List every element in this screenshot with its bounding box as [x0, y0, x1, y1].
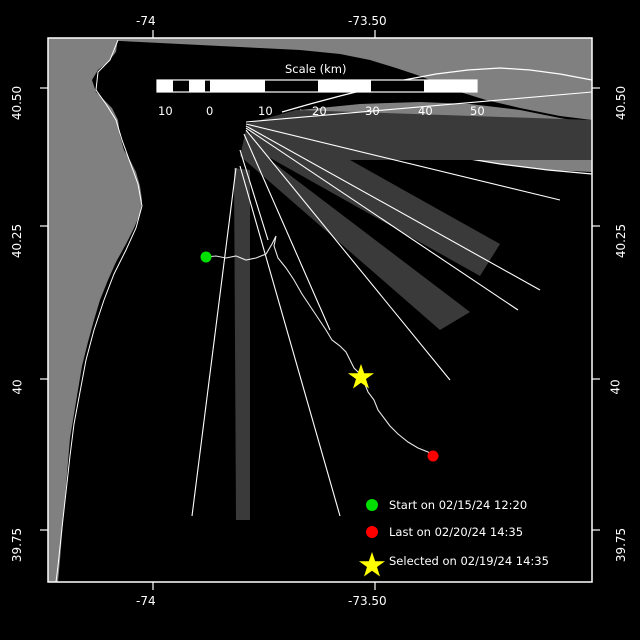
lat-tick-left-3: 40: [10, 379, 25, 395]
lon-tick-bottom-2: -73.50: [348, 594, 387, 608]
scalebar: [157, 80, 477, 92]
scalebar-tick-3: 10: [258, 104, 273, 118]
lon-tick-top-1: -74: [136, 14, 156, 28]
scalebar-tick-5: 30: [365, 104, 380, 118]
lat-tick-left-2: 40.25: [10, 223, 25, 259]
scalebar-tick-2: 0: [206, 104, 214, 118]
legend-marker-start: [366, 499, 378, 511]
legend-marker-last: [366, 526, 378, 538]
marker-last[interactable]: [428, 451, 439, 462]
lat-tick-right-1: 40.50: [614, 85, 629, 121]
legend-label-selected: Selected on 02/19/24 14:35: [389, 554, 549, 568]
lat-tick-right-4: 39.75: [614, 527, 629, 563]
scalebar-title: Scale (km): [285, 62, 347, 76]
lon-tick-bottom-1: -74: [136, 594, 156, 608]
legend-label-start: Start on 02/15/24 12:20: [389, 498, 528, 512]
lat-tick-right-2: 40.25: [614, 223, 629, 259]
lat-tick-left-1: 40.50: [10, 85, 25, 121]
lat-tick-left-4: 39.75: [10, 527, 25, 563]
scalebar-tick-4: 20: [312, 104, 327, 118]
legend-label-last: Last on 02/20/24 14:35: [389, 525, 524, 539]
marker-start[interactable]: [201, 252, 212, 263]
scalebar-tick-6: 40: [418, 104, 433, 118]
lon-tick-top-2: -73.50: [348, 14, 387, 28]
scalebar-tick-1: 10: [158, 104, 173, 118]
lat-tick-right-3: 40: [608, 379, 623, 395]
scalebar-tick-7: 50: [470, 104, 485, 118]
